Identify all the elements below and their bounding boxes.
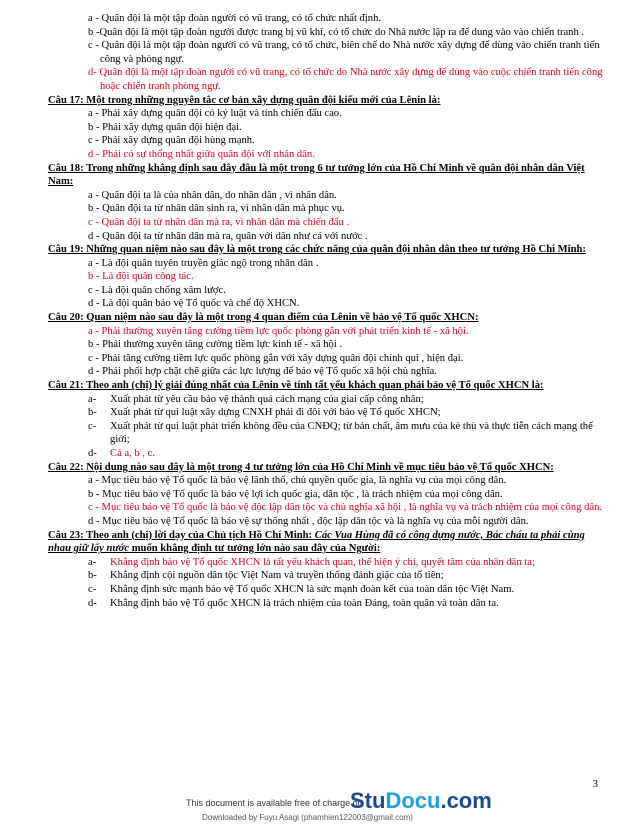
q22-answer-b: b - Mục tiêu bảo vệ Tổ quốc là bảo vệ lợi ích quốc gia, dân tộc , là trách nhiệm của mọi công dân. <box>88 488 503 500</box>
q23-answer-c: c- Khẳng định sức mạnh bảo vệ Tổ quốc XHCN là sức mạnh đoàn kết của toàn dân tộc Việt Nam. <box>88 583 515 595</box>
q18-answer-a: a - Quân đội ta là của nhân dân, do nhân dân , vì nhân dân. <box>88 189 337 201</box>
q19-answer-a: a - Là đội quân tuyên truyền giác ngộ trong nhân dân . <box>88 257 319 269</box>
question-18-title: Câu 18: Trong những khẳng định sau đây đâu là một trong 6 tư tưởng lớn của Hồ Chí Minh về quân đội nhân dân Việt Nam: <box>48 162 585 188</box>
answer-c: c - Quân đội là một tập đoàn người có vũ trang, có tổ chức, biên chế do Nhà nước xây dựng để dùng vào chiến tranh tiến công và phòng ngự. <box>88 40 600 65</box>
q19-answer-b-correct: b - Là đội quân công tác. <box>88 271 194 283</box>
question-19-title: Câu 19: Những quan niệm nào sau đây là một trong các chức năng của quân đội nhân dân theo tư tưởng Hồ Chí Minh: <box>48 244 586 256</box>
question-22-title: Câu 22: Nội dung nào sau đây là một trong 4 tư tưởng lớn của Hồ Chí Minh về mục tiêu bảo vệ Tổ quốc XHCN: <box>48 461 554 473</box>
question-17-title: Câu 17: Một trong những nguyên tắc cơ bản xây dựng quân đội kiểu mới của Lênin là: <box>48 94 441 106</box>
q23-answer-b: b- Khẳng định cội nguồn dân tộc Việt Nam và truyền thống đánh giặc của tổ tiên; <box>88 570 444 582</box>
studocu-logo[interactable]: StuDocu.com <box>350 788 492 813</box>
studocu-footer <box>0 788 638 826</box>
q18-answer-c-correct: c - Quân đội ta từ nhân dân mà ra, vì nhân dân mà chiến đấu . <box>88 216 350 228</box>
q17-answer-b: b - Phải xây dựng quân đội hiện đại. <box>88 121 242 133</box>
page-number: 3 <box>592 778 598 790</box>
answer-a: a - Quân đội là một tập đoàn người có vũ trang, có tổ chức nhất định. <box>88 13 382 24</box>
q22-answer-c-correct: c - Mục tiêu bảo vệ Tổ quốc là bảo vệ độc lập dân tộc và chủ nghĩa xã hội , là nghĩa vụ và trách nhiệm của mọi công dân. <box>88 502 603 514</box>
answer-b: b -Quân đội là một tập đoàn người được trang bị vũ khí, có tổ chức do Nhà nước lập ra để dung vào vào chiến tranh . <box>88 26 585 38</box>
q22-answer-d: d - Mục tiêu bảo vệ Tổ quốc là bảo vệ sự thống nhất , độc lập dân tộc và là nghĩa vụ của mỗi người dân. <box>88 515 529 527</box>
q21-answer-a: a- Xuất phát từ yêu cầu bảo vệ thành quả cách mạng của giai cấp công nhân; <box>88 393 424 405</box>
question-23-title: Câu 23: Theo anh (chị) lời dạy của Chủ tịch Hồ Chí Minh: Các Vua Hùng đã có công dựng nước, Bác cháu ta phải cùng nhau giữ lấy nước muốn khẳng định tư tưởng lớn nào sau đây của Người: <box>48 529 585 555</box>
page-content <box>48 12 605 610</box>
ho-chi-minh-quote: Các Vua Hùng đã có công dựng nước, Bác cháu ta phải cùng nhau giữ lấy nước <box>48 529 585 555</box>
q17-answer-d-correct: d - Phải có sự thống nhất giữa quân đội với nhân dân. <box>88 148 315 160</box>
q17-answer-c: c - Phải xây dựng quân đội hùng mạnh. <box>88 135 255 147</box>
answer-d-correct: d- Quân đội là một tập đoàn người có vũ trang, có tổ chức do Nhà nước xây dựng để dùng vào cuộc chiến tranh tiến công hoặc chiến tranh phòng ngự. <box>88 67 603 92</box>
download-info: Downloaded by Fuyu Asagi (phamhien122003@gmail.com) <box>202 813 413 822</box>
q21-answer-d-correct: d- Cả a, b , c. <box>88 448 156 459</box>
q20-answer-b: b - Phải thường xuyên tăng cường tiềm lực kinh tế - xã hội . <box>88 339 343 351</box>
q18-answer-d: d - Quân đội ta từ nhân dân mà ra, quân với dân như cá với nước . <box>88 230 368 242</box>
q19-answer-c: c - Là đội quân chống xâm lược. <box>88 284 226 296</box>
q22-answer-a: a - Mục tiêu bảo vệ Tổ quốc là bảo vệ lãnh thổ, chủ quyền quốc gia, là nghĩa vụ của mọi công dân. <box>88 475 507 487</box>
q23-answer-a-correct: a- Khẳng định bảo vệ Tổ quốc XHCN là tất yếu khách quan, thể hiện ý chí, quyết tâm của nhân dân ta; <box>88 556 535 568</box>
q18-answer-b: b - Quân đội ta từ nhân dân sinh ra, vì nhân dân mà phục vụ. <box>88 203 345 215</box>
q20-answer-d: d - Phải phối hợp chặt chẽ giữa các lực lượng để bảo vệ Tổ quốc xã hội chủ nghĩa. <box>88 366 437 378</box>
q23-answer-d: d- Khẳng định bảo vệ Tổ quốc XHCN là trách nhiệm của toàn Đảng, toàn quân và toàn dân ta. <box>88 597 499 609</box>
question-21-title: Câu 21: Theo anh (chị) lý giải đúng nhất của Lênin về tính tất yếu khách quan phải bảo vệ Tổ quốc XHCN là: <box>48 380 544 392</box>
availability-note: This document is available free of charge on <box>186 798 363 808</box>
q20-answer-c: c - Phải tăng cường tiềm lực quốc phòng gắn với xây dựng quân đội chính qui , hiện đại. <box>88 352 464 364</box>
q21-answer-c: c- Xuất phát từ qui luật phát triển không đều của CNĐQ; từ bản chất, âm mưu của kẻ thù và thực tiễn cách mạng thế giới; <box>88 420 593 446</box>
question-20-title: Câu 20: Quan niệm nào sau đây là một trong 4 quan điểm của Lênin về bảo vệ Tổ quốc XHCN: <box>48 312 479 324</box>
q21-answer-b: b- Xuất phát từ qui luật xây dựng CNXH phải đi đôi với bảo vệ Tổ quốc XHCN; <box>88 407 441 419</box>
q17-answer-a: a - Phải xây dựng quân đội có kỷ luật và tính chiến đấu cao. <box>88 108 342 120</box>
q20-answer-a-correct: a - Phải thường xuyên tăng cường tiềm lực quốc phòng gắn với phát triển kinh tế - xã hội. <box>88 325 469 337</box>
q19-answer-d: d - Là đội quân bảo vệ Tổ quốc và chế độ XHCN. <box>88 298 300 310</box>
